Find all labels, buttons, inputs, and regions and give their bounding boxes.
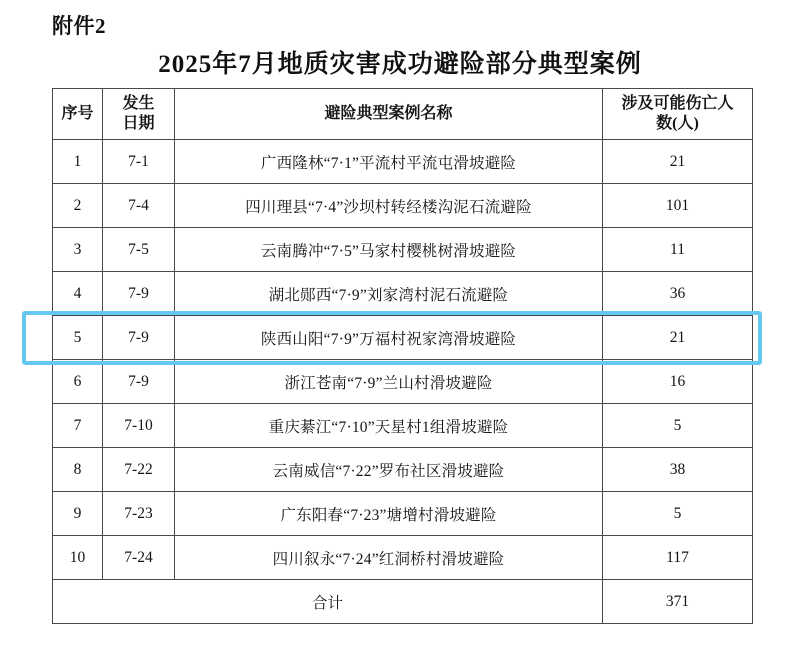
cell-no: 7 [53,404,103,448]
column-header-count-line1: 涉及可能伤亡人 [621,95,734,112]
cell-no: 4 [53,272,103,316]
case-table-container [52,88,752,624]
cell-date: 7-10 [103,404,175,448]
cell-date: 7-9 [103,360,175,404]
cell-name: 四川理县“7·4”沙坝村转经楼沟泥石流避险 [175,184,603,228]
table-row [53,448,753,492]
cell-date: 7-9 [103,272,175,316]
table-row [53,272,753,316]
column-header-date-line1: 发生 [122,95,155,112]
cell-date: 7-5 [103,228,175,272]
column-header-date-line2: 日期 [122,115,155,132]
cell-name: 四川叙永“7·24”红洞桥村滑坡避险 [175,536,603,580]
cell-no: 10 [53,536,103,580]
cell-count: 21 [603,140,753,184]
cell-date: 7-9 [103,316,175,360]
table-total-row [53,580,753,624]
cell-count: 36 [603,272,753,316]
table-header-row [53,89,753,140]
table-body [53,140,753,624]
cell-name: 浙江苍南“7·9”兰山村滑坡避险 [175,360,603,404]
cell-no: 8 [53,448,103,492]
column-header-no: 序号 [53,89,103,140]
total-label: 合计 [53,580,603,624]
attachment-label: 附件2 [52,14,106,38]
total-value: 371 [603,580,753,624]
cell-name: 广东阳春“7·23”塘增村滑坡避险 [175,492,603,536]
table-header [53,89,753,140]
cell-date: 7-1 [103,140,175,184]
cell-date: 7-4 [103,184,175,228]
column-header-count [603,89,753,140]
table-row [53,184,753,228]
table-row [53,404,753,448]
cell-no: 2 [53,184,103,228]
cell-date: 7-22 [103,448,175,492]
cell-name: 重庆綦江“7·10”天星村1组滑坡避险 [175,404,603,448]
cell-name: 云南威信“7·22”罗布社区滑坡避险 [175,448,603,492]
cell-count: 16 [603,360,753,404]
cell-name: 湖北郧西“7·9”刘家湾村泥石流避险 [175,272,603,316]
cell-count: 117 [603,536,753,580]
cell-count: 5 [603,492,753,536]
table-row-highlighted [53,316,753,360]
table-row [53,360,753,404]
table-row [53,228,753,272]
cell-count: 21 [603,316,753,360]
case-table [52,88,753,624]
cell-no: 9 [53,492,103,536]
cell-count: 11 [603,228,753,272]
cell-name: 云南腾冲“7·5”马家村樱桃树滑坡避险 [175,228,603,272]
table-row [53,536,753,580]
cell-name: 陕西山阳“7·9”万福村祝家湾滑坡避险 [175,316,603,360]
cell-count: 101 [603,184,753,228]
column-header-count-line2: 数(人) [656,115,699,132]
table-row [53,140,753,184]
page-title: 2025年7月地质灾害成功避险部分典型案例 [158,51,642,78]
cell-no: 6 [53,360,103,404]
cell-no: 1 [53,140,103,184]
cell-no: 5 [53,316,103,360]
column-header-name: 避险典型案例名称 [175,89,603,140]
table-row [53,492,753,536]
cell-date: 7-24 [103,536,175,580]
cell-name: 广西隆林“7·1”平流村平流屯滑坡避险 [175,140,603,184]
cell-count: 38 [603,448,753,492]
column-header-date [103,89,175,140]
cell-no: 3 [53,228,103,272]
cell-date: 7-23 [103,492,175,536]
cell-count: 5 [603,404,753,448]
